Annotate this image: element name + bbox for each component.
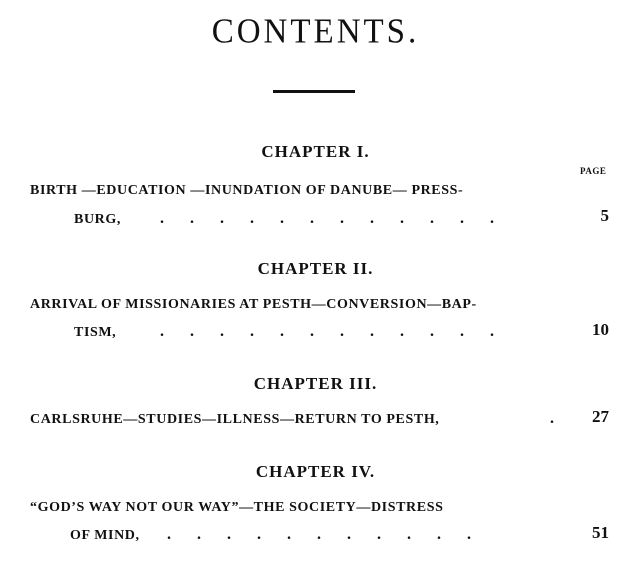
chapter-4-title-line-1: “GOD’S WAY NOT OUR WAY”—THE SOCIETY—DISTRESS [30,500,444,515]
chapter-3-leader-dots: . [550,410,554,427]
page-title: CONTENTS. [211,13,420,51]
chapter-4-leader-dots: . . . . . . . . . . . [167,526,471,543]
chapter-1-title-line-1: BIRTH —EDUCATION —INUNDATION OF DANUBE— PRESS- [30,183,464,198]
chapter-1-leader-dots: . . . . . . . . . . . . [160,210,494,227]
chapter-3-page-number: 27 [592,407,609,426]
chapter-4-heading: CHAPTER IV. [255,462,376,481]
chapter-2-leader-dots: . . . . . . . . . . . . [160,323,494,340]
chapter-1-heading: CHAPTER I. [261,142,370,161]
chapter-2-title-line-1: ARRIVAL OF MISSIONARIES AT PESTH—CONVERSION—BAP- [30,297,477,312]
chapter-4-title-line-2: OF MIND, [70,528,140,543]
chapter-3-title-line-1: CARLSRUHE—STUDIES—ILLNESS—RETURN TO PESTH, [30,412,440,427]
chapter-4-page-number: 51 [592,523,609,542]
title-rule [273,90,355,93]
chapter-2-page-number: 10 [592,320,609,339]
chapter-2-title-line-2: TISM, [74,325,117,340]
chapter-1-page-number: 5 [600,206,609,225]
chapter-3-heading: CHAPTER III. [253,374,378,393]
page-column-label: PAGE [580,166,607,176]
chapter-2-heading: CHAPTER II. [257,259,374,278]
chapter-1-title-line-2: BURG, [74,212,121,227]
